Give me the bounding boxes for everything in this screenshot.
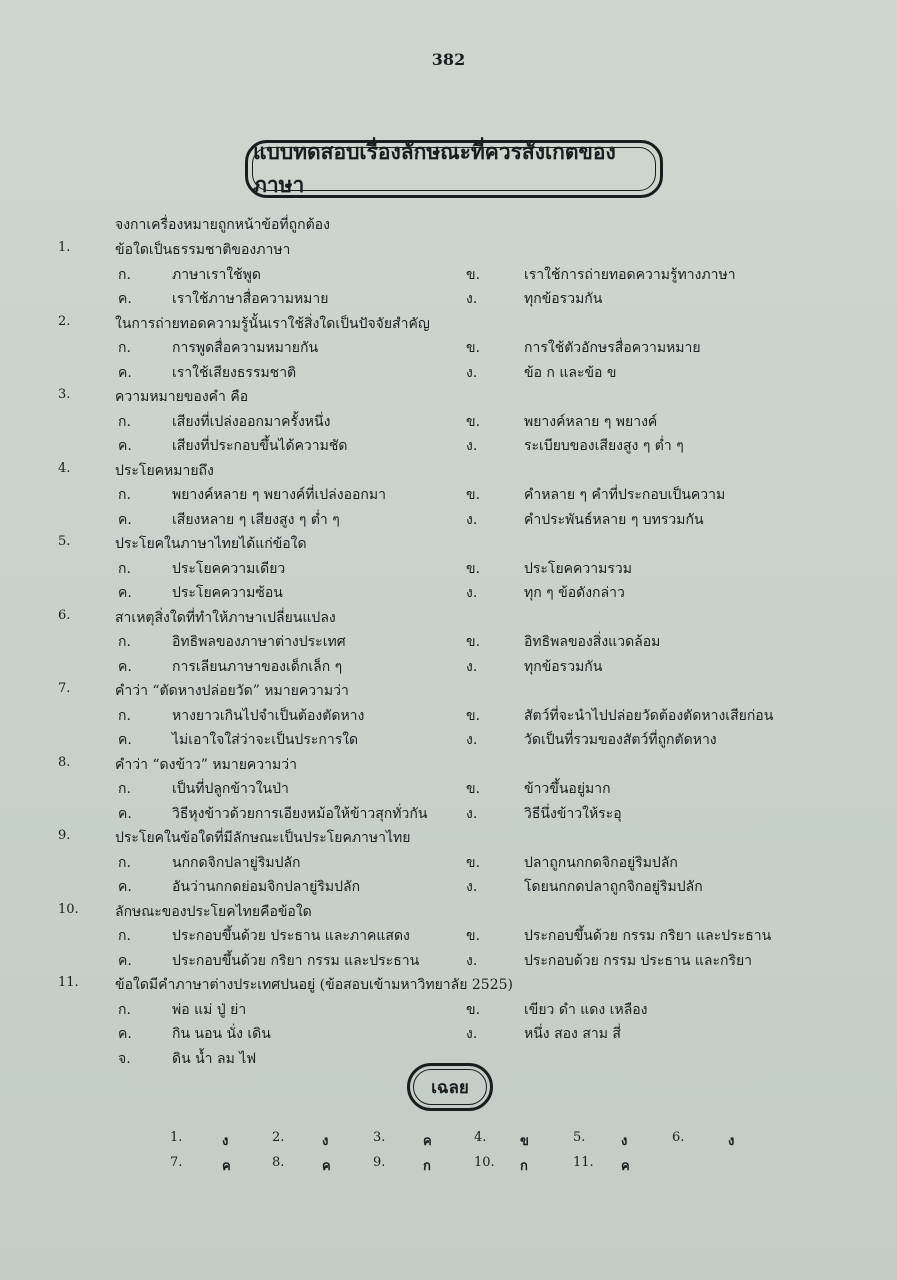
option-label[interactable]: ข. [466,1001,481,1018]
option-label[interactable]: ง. [466,732,478,748]
option-text: คำประพันธ์หลาย ๆ บทรวมกัน [524,511,704,528]
answer-number: 11. [573,1155,594,1170]
answer-number: 5. [573,1130,586,1145]
option-label[interactable]: ง. [466,291,478,307]
option-label[interactable]: ค. [118,364,132,381]
answer-number: 10. [474,1155,495,1170]
question-text: ข้อใดเป็นธรรมชาติของภาษา [115,242,291,258]
answer-choice: ข [520,1134,529,1149]
option-text: เราใช้เสียงธรรมชาติ [172,364,297,381]
option-row [0,800,897,825]
question-number: 7. [58,681,71,696]
option-label[interactable]: ค. [118,291,132,307]
option-row [0,408,897,433]
answer-choice: ก [520,1159,528,1174]
option-text: อิทธิพลของภาษาต่างประเทศ [172,634,346,650]
instruction-text: จงกาเครื่องหมายถูกหน้าข้อที่ถูกต้อง [115,217,330,233]
option-label[interactable]: ก. [118,560,131,577]
option-text: โดยนกกดปลาถูกจิกอยู่ริมปลัก [524,879,703,895]
option-text: ประกอบขึ้นด้วย กรรม กริยา และประธาน [524,928,772,944]
option-text: ข้าวขึ้นอยู่มาก [524,781,611,797]
option-label[interactable]: ค. [118,658,132,675]
option-row [0,481,897,506]
question-text: ลักษณะของประโยคไทยคือข้อใด [115,903,312,920]
option-label[interactable]: ก. [118,928,131,944]
option-text: พ่อ แม่ ปู่ ย่า [172,1001,247,1018]
option-text: อันว่านกกดย่อมจิกปลายู่ริมปลัก [172,879,361,895]
option-label[interactable]: ค. [118,1026,132,1042]
option-row [0,285,897,310]
option-text: ประกอบขึ้นด้วย กริยา กรรม และประธาน [172,952,420,969]
answer-choice: ก [423,1159,431,1174]
answer-choice: ง [222,1134,229,1149]
answer-choice: ค [222,1159,231,1174]
question-item [0,898,897,923]
option-text: กิน นอน นั่ง เดิน [172,1026,271,1042]
option-label[interactable]: ข. [466,707,481,724]
question-number: 6. [58,607,71,623]
answer-number: 2. [272,1130,285,1145]
option-text: เราใช้ภาษาสื่อความหมาย [172,291,329,307]
option-text: ประโยคความซ้อน [172,585,283,601]
option-text: หางยาวเกินไปจำเป็นต้องตัดหาง [172,707,365,724]
question-text: ประโยคในภาษาไทยได้แก่ข้อใด [115,536,307,552]
option-label[interactable]: ข. [466,340,481,356]
option-text: ทุกข้อรวมกัน [524,291,603,307]
option-label[interactable]: ค. [118,879,132,895]
page-title: แบบทดสอบเรื่องลักษณะที่ควรสังเกตของภาษา [252,147,656,191]
option-text: วัดเป็นที่รวมของสัตว์ที่ถูกตัดหาง [524,732,717,748]
option-label[interactable]: ก. [118,634,131,650]
question-item [0,236,897,261]
option-label[interactable]: ก. [118,413,131,430]
option-text: วิธีหุงข้าวด้วยการเอียงหม้อให้ข้าวสุกทั่วกัน [172,805,428,822]
option-label[interactable]: ค. [118,438,132,454]
option-row [0,555,897,580]
question-text: คำว่า “ดงข้าว” หมายความว่า [115,756,297,773]
option-text: เสียงที่ประกอบขึ้นได้ความชัด [172,438,348,454]
question-number: 3. [58,387,71,402]
question-number: 1. [58,240,71,255]
option-label[interactable]: ข. [466,928,481,944]
option-row [0,432,897,457]
question-number: 11. [58,975,79,990]
question-item [0,751,897,776]
option-text: ข้อ ก และข้อ ข [524,364,617,381]
question-item [0,457,897,482]
option-label[interactable]: ง. [466,952,478,969]
answer-choice: ง [728,1134,735,1149]
option-text: ประโยคความเดียว [172,560,286,577]
option-label[interactable]: ค. [118,952,132,969]
option-label[interactable]: ง. [466,805,478,822]
option-text: ไม่เอาใจใส่ว่าจะเป็นประการใด [172,732,359,748]
answer-number: 3. [373,1130,386,1145]
option-row [0,775,897,800]
answer-number: 8. [272,1155,285,1170]
option-label[interactable]: ข. [466,413,481,430]
option-row [0,628,897,653]
option-label[interactable]: ก. [118,1001,131,1018]
answer-number: 7. [170,1155,183,1170]
answer-row [0,1153,897,1178]
question-number: 2. [58,313,71,329]
option-text: เขียว ดำ แดง เหลือง [524,1001,648,1018]
option-text: ระเบียบของเสียงสูง ๆ ต่ำ ๆ [524,438,684,454]
option-text: นกกดจิกปลายู่ริมปลัก [172,854,301,871]
option-text: ทุก ๆ ข้อดังกล่าว [524,585,625,601]
option-label[interactable]: ก. [118,266,131,283]
answer-frame [407,1063,493,1111]
answer-number: 1. [170,1130,183,1145]
question-text: ประโยคหมายถึง [115,462,214,479]
option-row [0,653,897,678]
answer-number: 6. [672,1130,685,1145]
option-text: ทุกข้อรวมกัน [524,658,603,675]
option-text: เสียงหลาย ๆ เสียงสูง ๆ ต่ำ ๆ [172,511,340,528]
option-row [0,996,897,1021]
option-label[interactable]: ข. [466,487,481,503]
option-row [0,506,897,531]
option-label[interactable]: ค. [118,732,132,748]
option-label[interactable]: ก. [118,487,131,503]
question-number: 5. [58,534,71,549]
option-label[interactable]: ง. [466,511,478,528]
option-label[interactable]: ง. [466,879,478,895]
option-label[interactable]: จ. [118,1050,131,1067]
question-item [0,824,897,849]
option-row [0,1020,897,1045]
question-number: 4. [58,460,71,476]
option-text: ประโยคความรวม [524,560,632,577]
title-frame [245,140,663,198]
option-label[interactable]: ข. [466,634,481,650]
answer-choice: ง [621,1134,628,1149]
option-text: การเลียนภาษาของเด็กเล็ก ๆ [172,658,343,675]
option-label[interactable]: ข. [466,266,481,283]
option-text: คำหลาย ๆ คำที่ประกอบเป็นความ [524,487,726,503]
option-text: เราใช้การถ่ายทอดความรู้ทางภาษา [524,266,736,283]
option-label[interactable]: ข. [466,781,481,797]
option-row [0,849,897,874]
answer-key [0,1128,897,1178]
option-label[interactable]: ก. [118,854,131,871]
question-item [0,310,897,335]
option-text: เป็นที่ปลูกข้าวในป่า [172,781,289,797]
option-text: พยางค์หลาย ๆ พยางค์ที่เปล่งออกมา [172,487,386,503]
option-text: ปลาถูกนกกดจิกอยู่ริมปลัก [524,854,678,871]
option-text: ประกอบด้วย กรรม ประธาน และกริยา [524,952,753,969]
option-text: วิธีนึ่งข้าวให้ระอุ [524,805,622,822]
option-label[interactable]: ง. [466,658,478,675]
question-text: สาเหตุสิ่งใดที่ทำให้ภาษาเปลี่ยนแปลง [115,609,336,626]
option-text: การพูดสื่อความหมายกัน [172,340,319,356]
answer-title: เฉลย [413,1069,487,1105]
question-list [0,236,897,1069]
page-number: 382 [431,50,466,69]
option-text: อิทธิพลของสิ่งแวดล้อม [524,634,661,650]
option-row [0,726,897,751]
answer-choice: ค [423,1134,432,1149]
option-row [0,947,897,972]
option-label[interactable]: ค. [118,585,132,601]
option-label[interactable]: ก. [118,781,131,797]
option-label[interactable]: ค. [118,511,132,528]
question-text: ในการถ่ายทอดความรู้นั้นเราใช้สิ่งใดเป็นปัจจัยสำคัญ [115,315,430,332]
answer-number: 4. [474,1130,487,1145]
question-number: 10. [58,901,79,917]
option-label[interactable]: ก. [118,340,131,356]
option-text: หนึ่ง สอง สาม สี่ [524,1026,621,1042]
answer-choice: ค [322,1159,331,1174]
option-label[interactable]: ง. [466,364,478,381]
option-row [0,922,897,947]
option-text: พยางค์หลาย ๆ พยางค์ [524,413,658,430]
question-text: ข้อใดมีคำภาษาต่างประเทศปนอยู่ (ข้อสอบเข้ามหาวิทยาลัย 2525) [115,977,513,993]
option-text: สัตว์ที่จะนำไปปล่อยวัดต้องตัดหางเสียก่อน [524,707,774,724]
option-label[interactable]: ข. [466,854,481,871]
option-label[interactable]: ง. [466,438,478,454]
question-item [0,971,897,996]
answer-row [0,1128,897,1153]
question-item [0,604,897,629]
question-number: 9. [58,828,71,843]
option-label[interactable]: ง. [466,585,478,601]
option-text: เสียงที่เปล่งออกมาครั้งหนึ่ง [172,413,331,430]
question-item [0,677,897,702]
answer-choice: ง [322,1134,329,1149]
option-text: ดิน น้ำ ลม ไฟ [172,1050,257,1067]
question-text: ความหมายของคำ คือ [115,389,249,405]
answer-choice: ค [621,1159,630,1174]
option-label[interactable]: ก. [118,707,131,724]
question-item [0,383,897,408]
option-row [0,261,897,286]
option-row [0,702,897,727]
option-label[interactable]: ง. [466,1026,478,1042]
option-text: ประกอบขึ้นด้วย ประธาน และภาคแสดง [172,928,410,944]
question-text: ประโยคในข้อใดที่มีลักษณะเป็นประโยคภาษาไทย [115,830,411,846]
question-item [0,530,897,555]
option-row [0,873,897,898]
option-label[interactable]: ข. [466,560,481,577]
option-text: การใช้ตัวอักษรสื่อความหมาย [524,340,701,356]
option-row [0,334,897,359]
option-text: ภาษาเราใช้พูด [172,266,262,283]
answer-number: 9. [373,1155,386,1170]
question-number: 8. [58,754,71,770]
question-text: คำว่า “ตัดหางปล่อยวัด” หมายความว่า [115,683,349,699]
option-row [0,579,897,604]
option-row [0,359,897,384]
option-label[interactable]: ค. [118,805,132,822]
